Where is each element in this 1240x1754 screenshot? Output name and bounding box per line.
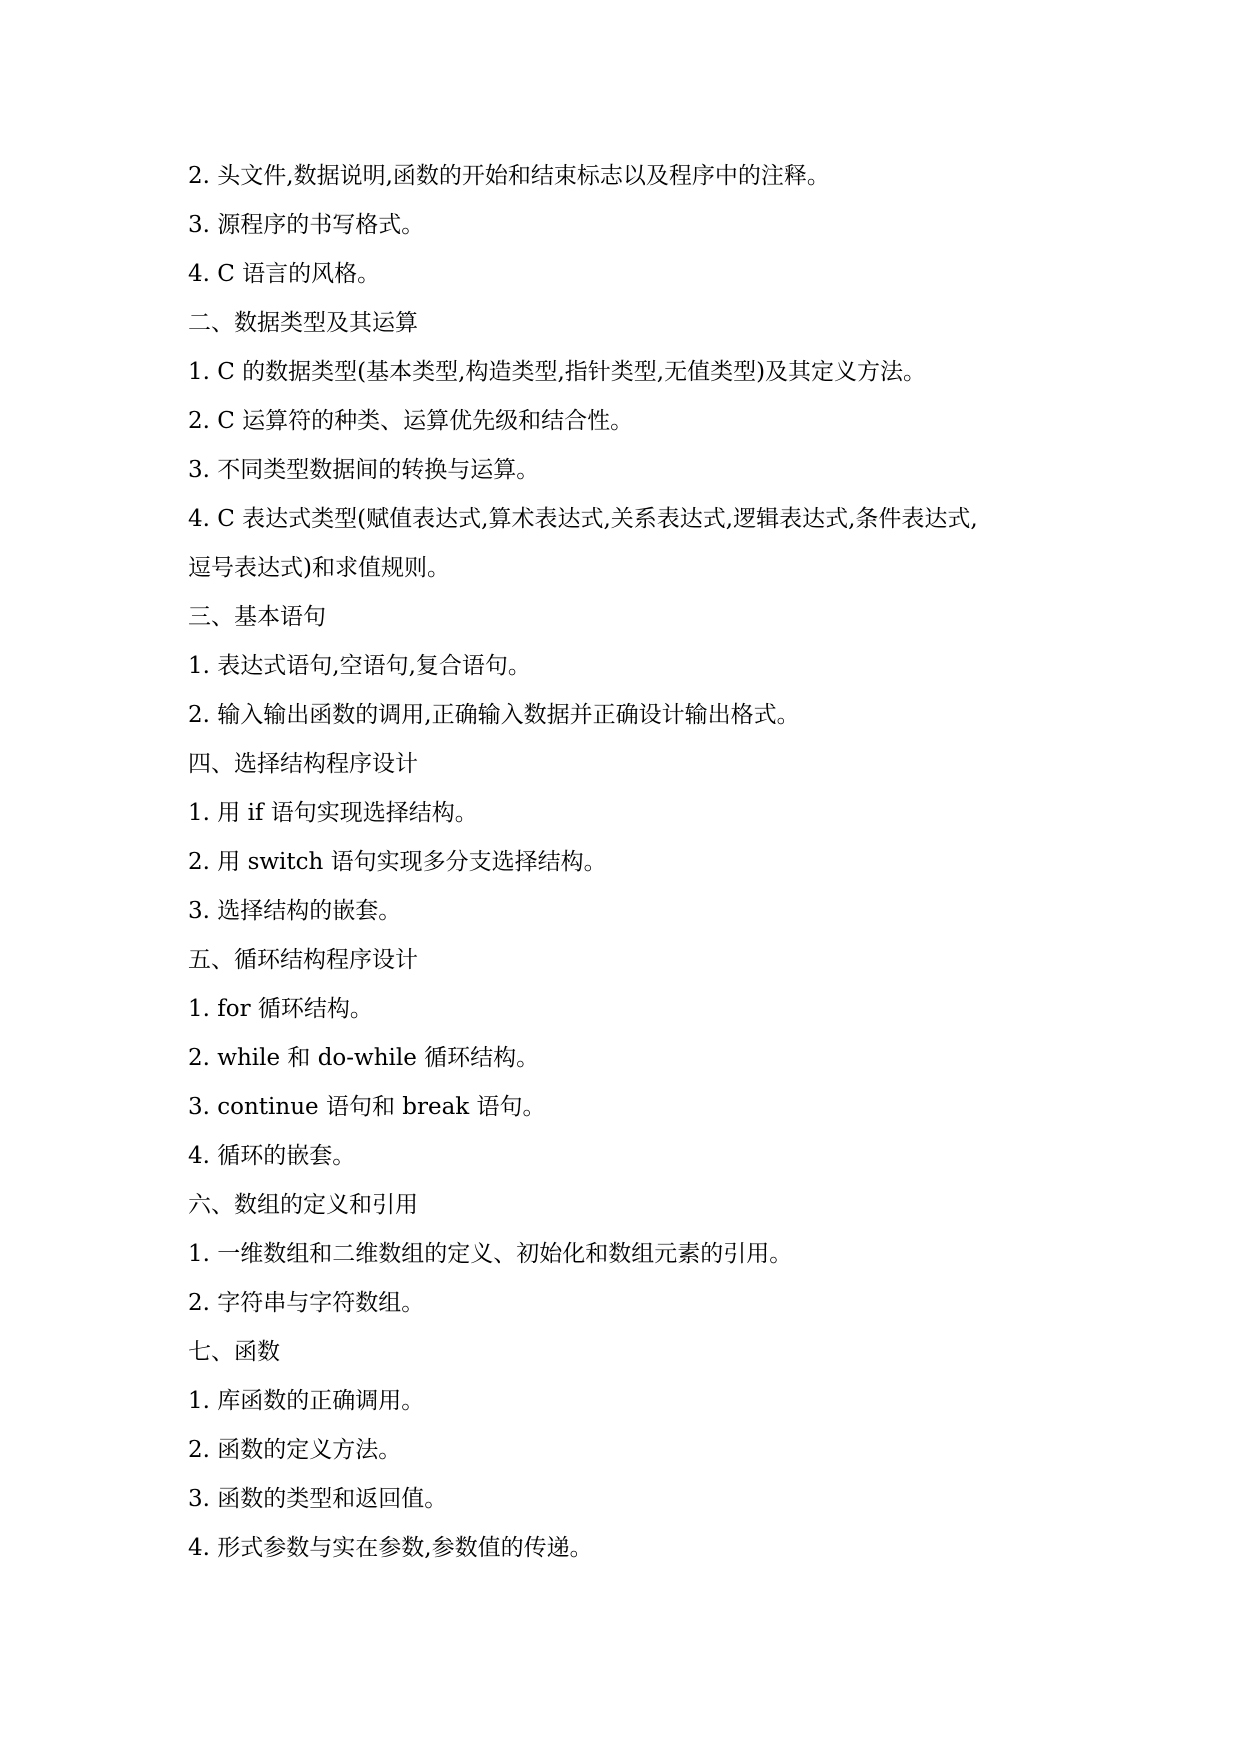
item-array-definition: 1. 一维数组和二维数组的定义、初始化和数组元素的引用。 [188, 1241, 793, 1267]
item-operators: 2. C 运算符的种类、运算优先级和结合性。 [188, 408, 634, 434]
item-library-functions: 1. 库函数的正确调用。 [188, 1388, 425, 1414]
item-c-style: 4. C 语言的风格。 [188, 261, 381, 287]
item-strings: 2. 字符串与字符数组。 [188, 1290, 425, 1316]
document-body [188, 152, 1088, 1573]
item-if-statement: 1. 用 if 语句实现选择结构。 [188, 800, 478, 826]
section-heading-arrays: 六、数组的定义和引用 [188, 1192, 418, 1218]
item-expression-types: 4. C 表达式类型(赋值表达式,算术表达式,关系表达式,逻辑表达式,条件表达式, [188, 506, 978, 532]
item-statements: 1. 表达式语句,空语句,复合语句。 [188, 653, 531, 679]
section-heading-selection: 四、选择结构程序设计 [188, 751, 418, 777]
item-type-conversion: 3. 不同类型数据间的转换与运算。 [188, 457, 540, 483]
item-io-functions: 2. 输入输出函数的调用,正确输入数据并正确设计输出格式。 [188, 702, 800, 728]
section-heading-data-types: 二、数据类型及其运算 [188, 310, 418, 336]
item-continue-break: 3. continue 语句和 break 语句。 [188, 1094, 546, 1120]
item-nested-selection: 3. 选择结构的嵌套。 [188, 898, 402, 924]
section-heading-functions: 七、函数 [188, 1339, 280, 1365]
item-function-return: 3. 函数的类型和返回值。 [188, 1486, 448, 1512]
item-while-loop: 2. while 和 do-while 循环结构。 [188, 1045, 540, 1071]
item-data-types: 1. C 的数据类型(基本类型,构造类型,指针类型,无值类型)及其定义方法。 [188, 359, 927, 385]
item-function-definition: 2. 函数的定义方法。 [188, 1437, 402, 1463]
section-heading-loops: 五、循环结构程序设计 [188, 947, 418, 973]
item-expression-types-continued: 逗号表达式)和求值规则。 [188, 555, 450, 581]
item-for-loop: 1. for 循环结构。 [188, 996, 373, 1022]
section-heading-basic-statements: 三、基本语句 [188, 604, 326, 630]
item-header-files: 2. 头文件,数据说明,函数的开始和结束标志以及程序中的注释。 [188, 163, 830, 189]
item-nested-loops: 4. 循环的嵌套。 [188, 1143, 356, 1169]
item-parameters: 4. 形式参数与实在参数,参数值的传递。 [188, 1535, 593, 1561]
item-switch-statement: 2. 用 switch 语句实现多分支选择结构。 [188, 849, 607, 875]
item-source-format: 3. 源程序的书写格式。 [188, 212, 425, 238]
